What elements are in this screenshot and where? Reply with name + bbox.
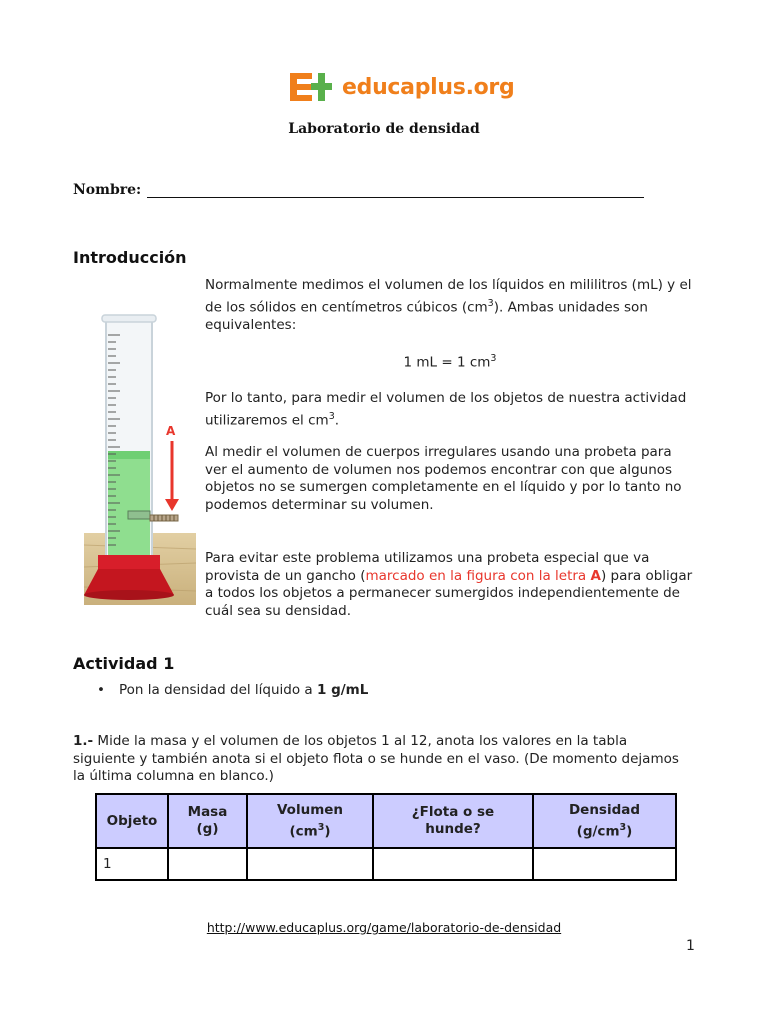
header-objeto: Objeto — [96, 794, 168, 848]
cell-objeto: 1 — [96, 848, 168, 880]
equation: 1 mL = 1 $cm^3$ — [403, 353, 497, 371]
table-row — [96, 848, 676, 880]
actividad-1-heading: Actividad 1 — [73, 654, 175, 673]
graduated-cylinder-figure — [84, 305, 196, 605]
footer-url-link[interactable]: http://www.educaplus.org/game/laboratorio-de-densidad — [206, 920, 562, 935]
data-table — [95, 793, 677, 881]
header-densidad: Densidad $(g/cm^3)$ — [533, 794, 676, 848]
nombre-fill-line — [147, 197, 644, 198]
cell-flota[interactable] — [373, 848, 533, 880]
nombre-label: Nombre: — [73, 182, 142, 198]
intro-paragraph-2: Por lo tanto, para medir el volumen de los objetos de nuestra actividad utilizaremos el $cm^3$. — [205, 390, 687, 428]
document-title: Laboratorio de densidad — [288, 121, 480, 137]
intro-paragraph-4: Para evitar este problema utilizamos una probeta especial que va provista de un gancho (marcado en la figura con la letra A) para obligar a todos los objetos a permanecer sumergidos independientemente de cuál sea su densidad. — [205, 550, 693, 619]
arrow-head — [165, 499, 179, 511]
cell-masa[interactable] — [168, 848, 247, 880]
header-masa: Masa (g) — [168, 794, 247, 848]
educaplus-logo — [290, 72, 514, 102]
educaplus-logo-icon — [290, 72, 334, 102]
intro-paragraph-1: Normalmente medimos el volumen de los líquidos en mililitros (mL) y el de los sólidos en centímetros cúbicos $(cm^3)$. Ambas unidades son equivalentes: — [205, 277, 692, 333]
header-volumen: Volumen $(cm^3)$ — [247, 794, 373, 848]
cylinder-base-top — [98, 555, 160, 569]
cell-densidad[interactable] — [533, 848, 676, 880]
logo-text: educaplus.org — [342, 74, 515, 100]
question-1: 1.- Mide la masa y el volumen de los objetos 1 al 12, anota los valores en la tabla siguiente y también anota si el objeto flota o se hunde en el vaso. (De momento dejamos la última columna en blanco.) — [73, 733, 679, 784]
cell-volumen[interactable] — [247, 848, 373, 880]
intro-heading: Introducción — [73, 248, 187, 267]
table-header-row — [96, 794, 676, 848]
intro-paragraph-3: Al medir el volumen de cuerpos irregulares usando una probeta para ver el aumento de volumen nos podemos encontrar con que algunos objetos no se sumergen completamente en el líquido y por lo tanto no podemos determinar su volumen. — [205, 444, 682, 513]
bullet-item: • Pon la densidad del líquido a 1 g/mL — [97, 682, 369, 698]
header-flota: ¿Flota o se hunde? — [373, 794, 533, 848]
arrow-label: A — [166, 424, 176, 438]
page-number: 1 — [686, 938, 695, 954]
bullet-dot: • — [97, 682, 105, 698]
